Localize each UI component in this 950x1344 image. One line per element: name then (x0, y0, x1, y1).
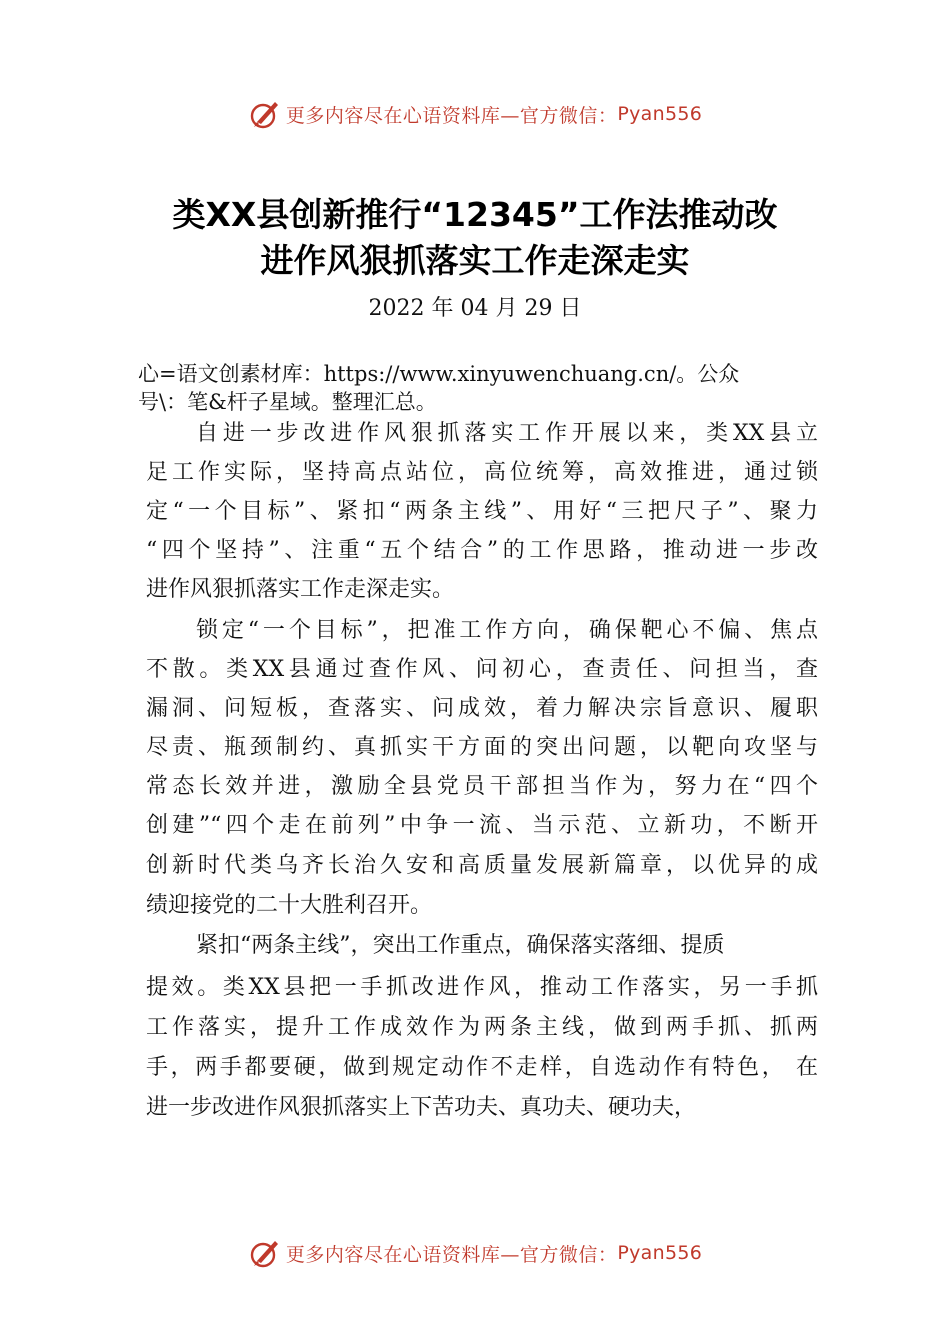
body-line: 绩迎接党的二十大胜利召开。 (146, 893, 433, 918)
body-line: 定“一个目标”、紧扣“两条主线”、用好“三把尺子”、聚力 (146, 499, 818, 524)
body-line: 进作风狠抓落实工作走深走实。 (146, 577, 455, 602)
source-line-1: 心=语文创素材库：https://www.xinyuwenchuang.cn/。公众 (138, 362, 740, 386)
body-line: 手，两手都要硬，做到规定动作不走样，自选动作有特色， 在 (146, 1055, 818, 1080)
body-line: 提效。类XX县把一手抓改进作风，推动工作落实，另一手抓 (146, 975, 818, 1000)
banner-text: 更多内容尽在心语资料库—官方微信： (285, 1243, 618, 1266)
document-title-line-1: 类XX县创新推行“12345”工作法推动改 (172, 195, 778, 234)
wechat-id: Pyan556 (617, 103, 703, 125)
body-line: 不散。类XX县通过查作风、问初心，查责任、问担当，查 (146, 657, 818, 682)
body-line: 进一步改进作风狠抓落实上下苦功夫、真功夫、硬功夫， (146, 1095, 697, 1120)
body-line: “四个坚持”、注重“五个结合”的工作思路，推动进一步改 (146, 538, 818, 563)
body-line: 创建”“四个走在前列”中争一流、当示范、立新功，不断开 (146, 813, 818, 838)
body-line: 常态长效并进，激励全县党员干部担当作为，努力在“四个 (146, 774, 818, 799)
body-line: 漏洞、问短板，查落实、问成效，着力解决宗旨意识、履职 (146, 696, 818, 721)
body-line: 锁定“一个目标”，把准工作方向，确保靶心不偏、焦点 (196, 618, 818, 643)
wechat-id: Pyan556 (617, 1242, 703, 1264)
document-title-line-2: 进作风狠抓落实工作走深走实 (260, 241, 690, 280)
source-line-2: 号\：笔&杆子星域。整理汇总。 (138, 390, 437, 414)
body-line: 工作落实，提升工作成效作为两条主线，做到两手抓、抓两 (146, 1015, 818, 1040)
body-line: 自进一步改进作风狠抓落实工作开展以来，类XX县立 (196, 421, 818, 446)
body-line: 创新时代类乌齐长治久安和高质量发展新篇章，以优异的成 (146, 853, 818, 878)
body-line: 足工作实际，坚持高点站位，高位统筹，高效推进，通过锁 (146, 460, 818, 485)
document-date: 2022 年 04 月 29 日 (368, 296, 582, 321)
quill-pen-logo-icon (248, 97, 282, 131)
header-banner (0, 94, 950, 134)
quill-pen-logo-icon (248, 1236, 282, 1270)
body-line: 紧扣“两条主线”，突出工作重点，确保落实落细、提质 (196, 933, 725, 958)
footer-banner (0, 1233, 950, 1273)
banner-text: 更多内容尽在心语资料库—官方微信： (285, 104, 618, 127)
body-line: 尽责、瓶颈制约、真抓实干方面的突出问题，以靶向攻坚与 (146, 735, 818, 760)
